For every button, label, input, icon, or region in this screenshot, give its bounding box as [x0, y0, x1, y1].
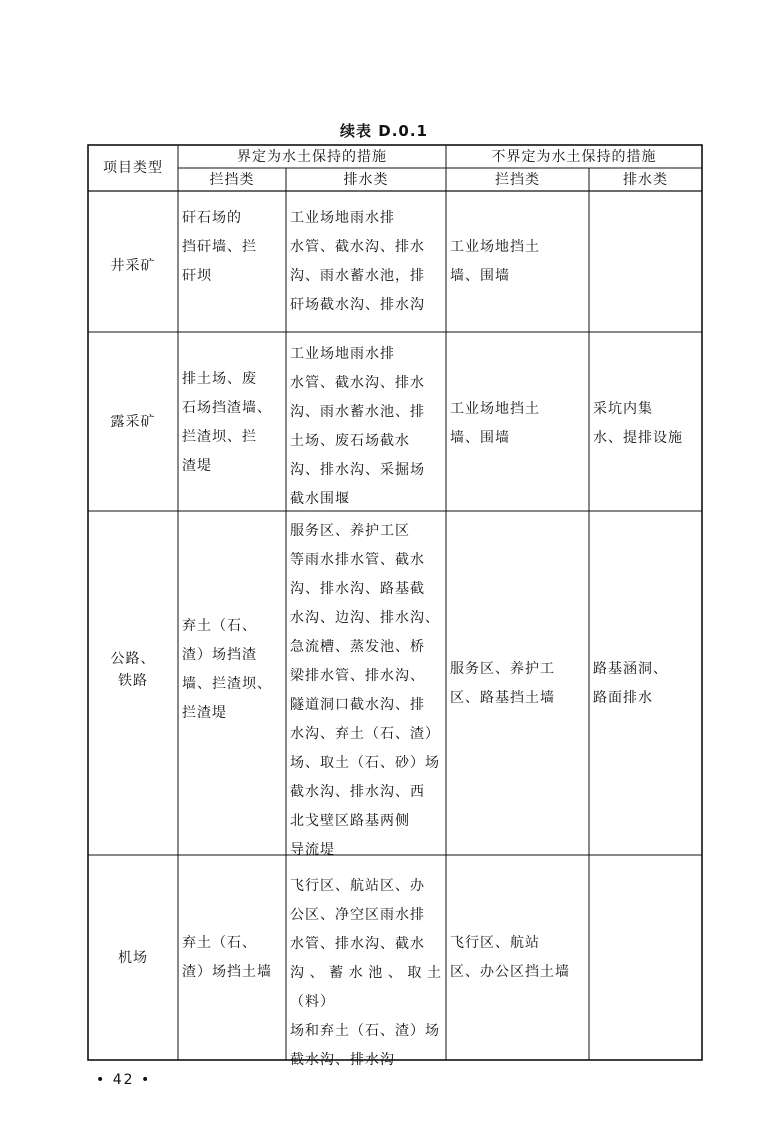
header-not-defined-group: 不界定为水土保持的措施	[491, 149, 657, 165]
cell-row4-nd-retain: 飞行区、航站 区、办公区挡土墙	[450, 935, 570, 980]
cell-row3-nd-retain: 服务区、养护工 区、路基挡土墙	[450, 661, 555, 706]
cell-row2-def-drain: 工业场地雨水排 水管、截水沟、排水 沟、雨水蓄水池、排 土场、废石场截水 沟、排水沟、采掘场 截水围堰	[290, 346, 425, 507]
cell-row3-def-drain: 服务区、养护工区 等雨水排水管、截水 沟、排水沟、路基截 水沟、边沟、排水沟、 急流槽、蒸发池、桥 梁排水管、排水沟、 隧道洞口截水沟、排 水沟、弃土（石、渣） 场、取土（石、砂）场 截水沟、排水沟、西 北戈壁区路基两侧 导流堤	[290, 523, 440, 858]
page-number: • 42 •	[96, 1072, 152, 1088]
header-defined-drainage: 排水类	[343, 172, 389, 188]
cell-row3-def-retain: 弃土（石、 渣）场挡渣 墙、拦渣坝、 拦渣堤	[182, 618, 272, 721]
cell-row1-def-retain: 矸石场的 挡矸墙、拦 矸坝	[182, 210, 257, 284]
header-project-type: 项目类型	[103, 160, 163, 176]
cell-row2-nd-retain: 工业场地挡土 墙、围墙	[450, 401, 540, 446]
header-defined-retaining: 拦挡类	[209, 172, 255, 188]
cell-row3-nd-drain: 路基涵洞、 路面排水	[593, 661, 668, 706]
cell-row2-def-retain: 排土场、废 石场挡渣墙、 拦渣坝、拦 渣堤	[182, 371, 272, 474]
row-type-shaft-mining: 井采矿	[110, 258, 156, 274]
cell-row2-nd-drain: 采坑内集 水、提排设施	[593, 401, 683, 446]
row-type-open-pit-mining: 露采矿	[110, 414, 156, 430]
header-not-defined-drainage: 排水类	[623, 172, 668, 188]
cell-row4-def-drain: 飞行区、航站区、办 公区、净空区雨水排 水管、排水沟、截水 沟、蓄水池、取土（料） 场和弃土（石、渣）场 截水沟、排水沟	[290, 878, 442, 1068]
cell-row1-nd-retain: 工业场地挡土 墙、围墙	[450, 239, 540, 284]
header-defined-group: 界定为水土保持的措施	[237, 149, 387, 165]
cell-row1-def-drain: 工业场地雨水排 水管、截水沟、排水 沟、雨水蓄水池，排 矸场截水沟、排水沟	[290, 210, 425, 313]
header-not-defined-retaining: 拦挡类	[495, 172, 540, 188]
cell-row4-def-retain: 弃土（石、 渣）场挡土墙	[182, 935, 272, 980]
row-type-airport: 机场	[118, 950, 148, 966]
row-type-road-railway: 公路、 铁路	[110, 651, 156, 689]
table-title: 续表 D.0.1	[340, 122, 428, 140]
